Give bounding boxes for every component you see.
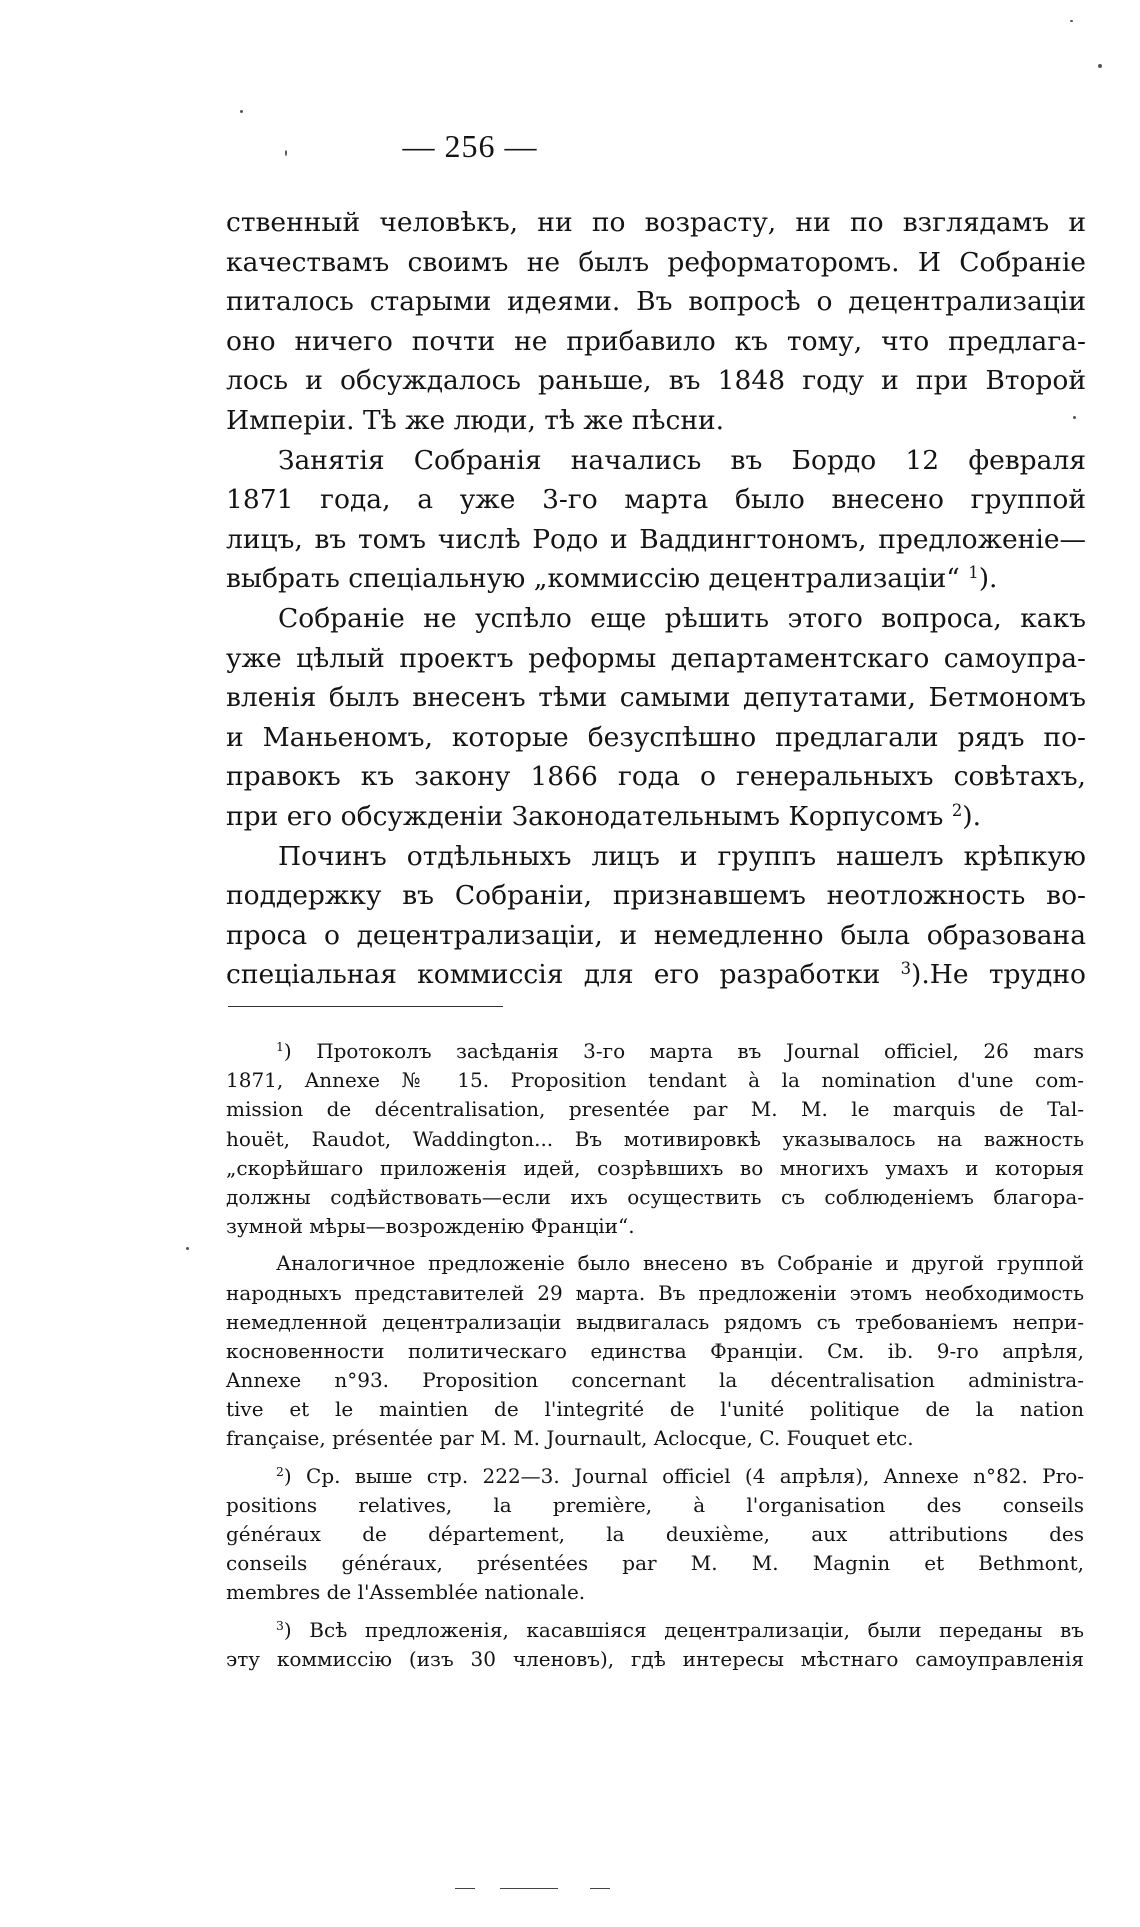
text-line: и Маньеномъ, которые безуспѣшно предлагали рядъ по- — [226, 721, 1086, 753]
footnote-text: Ср. выше стр. 222—3. Journal officiel (4 апрѣля), Annexe n°82. Pro- — [306, 1463, 1084, 1488]
footnote-line: 1871, Annexe № 15. Proposition tendant à la nomination d'une com- — [226, 1068, 1084, 1093]
footnote-ref-3: 3 — [900, 959, 912, 979]
text-line: Починъ отдѣльныхъ лицъ и группъ нашелъ крѣпкую — [278, 840, 1086, 872]
text-line: лось и обсуждалось раньше, въ 1848 году и при Второй — [226, 365, 1086, 397]
footnote-line — [226, 1037, 1084, 1066]
footnote-text: Всѣ предложенія, касавшіяся децентрализаціи, были переданы въ — [309, 1617, 1085, 1642]
footnote-line: народныхъ представителей 29 марта. Въ предложеніи этомъ необходимость — [226, 1280, 1084, 1305]
text-fragment: выбрать спеціальную „коммиссію децентрализаціи“ — [226, 563, 960, 595]
footnote-line: косновенности политическаго единства Франціи. См. ib. 9-го апрѣля, — [226, 1338, 1084, 1363]
text-line: ственный человѣкъ, ни по возрасту, ни по взглядамъ и — [226, 207, 1086, 238]
footnote-marker-1: 1 — [276, 1039, 284, 1055]
footnote-ref-2: 2 — [951, 800, 963, 820]
footnote-line: немедленной децентрализаціи выдвигалась рядомъ съ требованіемъ непри- — [226, 1309, 1084, 1334]
text-line: Занятія Собранія начались въ Бордо 12 февраля — [278, 444, 1086, 476]
closing-mark: ). — [978, 563, 998, 595]
page-number: — 256 — — [402, 128, 538, 164]
text-line: уже цѣлый проектъ реформы департаментскаго самоупра- — [226, 642, 1086, 674]
text-line: вленія былъ внесенъ тѣми самыми депутатами, Бетмономъ — [226, 682, 1086, 714]
footnote-paren: ) — [283, 1617, 292, 1642]
closing-paren: ) — [911, 959, 922, 991]
footnote-line: Annexe n°93. Proposition concernant la décentralisation administra- — [226, 1368, 1084, 1393]
footnote-line: „скорѣйшаго приложенія идей, созрѣвшихъ во многихъ умахъ и которыя — [226, 1155, 1084, 1180]
footnote-line: mission de décentralisation, presentée par M. M. le marquis de Tal- — [226, 1097, 1084, 1122]
footnotes — [226, 1037, 1084, 1674]
footnote-separator — [228, 1006, 503, 1007]
footnote-paren: ) — [283, 1463, 292, 1488]
text-line: качествамъ своимъ не былъ реформаторомъ. И Собраніе — [226, 246, 1086, 278]
footnote-ref-1: 1 — [968, 563, 979, 583]
footnote-line — [226, 1616, 1084, 1645]
text-line — [226, 559, 1086, 599]
footnote-line: généraux de département, la deuxième, aux attributions des — [226, 1522, 1084, 1546]
footnote-line: зумной мѣры—возрожденію Франціи“. — [226, 1214, 635, 1239]
text-line: лицъ, въ томъ числѣ Родо и Ваддингтономъ, предложеніе— — [226, 523, 1086, 555]
footnote-line — [226, 1462, 1084, 1491]
footnote-line: membres de l'Assemblée nationale. — [226, 1580, 586, 1605]
footnote-text: Протоколъ засѣданія 3-го марта въ Journal officiel, 26 mars — [316, 1039, 1084, 1063]
text-line: Имперіи. Тѣ же люди, тѣ же пѣсни. — [226, 404, 725, 436]
text-fragment: при его обсужденіи Законодательнымъ Корпусомъ — [226, 800, 944, 832]
main-text — [226, 203, 1086, 995]
text-line: проса о децентрализаціи, и немедленно была образована — [226, 919, 1086, 951]
footnote-line: эту коммиссію (изъ 30 членовъ), гдѣ интересы мѣстнаго самоуправленія — [226, 1646, 1084, 1671]
text-line: оно ничего почти не прибавило къ тому, что предлага- — [226, 325, 1086, 357]
text-line: 1871 года, а уже 3-го марта было внесено группой — [226, 484, 1086, 516]
footnote-marker-3: 3 — [276, 1617, 284, 1633]
closing-mark: ). — [962, 800, 982, 832]
text-line: спеціальная коммиссія для его разработки $^3$).Не трудно — [226, 959, 1086, 991]
footnote-marker-2: 2 — [276, 1463, 284, 1479]
text-line — [226, 797, 1086, 837]
footnote-line: française, présentée par M. M. Journault, Aclocque, C. Fouquet etc. — [226, 1426, 914, 1451]
text-line: питалось старыми идеями. Въ вопросѣ о децентрализаціи — [226, 286, 1086, 318]
text-line: правокъ къ закону 1866 года о генеральныхъ совѣтахъ, — [226, 761, 1086, 793]
footnote-line: houët, Raudot, Waddington... Въ мотивировкѣ указывалось на важность — [226, 1126, 1084, 1151]
text-line: поддержку въ Собраніи, признавшемъ неотложность во- — [226, 880, 1086, 912]
text-line: Собраніе не успѣло еще рѣшить этого вопроса, какъ — [278, 602, 1086, 634]
footnote-line: Аналогичное предложеніе было внесено въ Собраніе и другой группой — [276, 1251, 1084, 1276]
footnote-line: должны содѣйствовать—если ихъ осуществить съ соблюденіемъ благора- — [226, 1184, 1084, 1209]
text-fragment: спеціальная коммиссія для его разработки — [226, 959, 881, 991]
footnote-line: positions relatives, la première, à l'organisation des conseils — [226, 1492, 1084, 1517]
footnote-line: tive et le maintien de l'integrité de l'unité politique de la nation — [226, 1397, 1084, 1422]
footnote-paren: ) — [283, 1039, 292, 1063]
text-fragment: Не трудно — [929, 959, 1086, 991]
footnote-line: conseils généraux, présentées par M. M. Magnin et Bethmont, — [226, 1551, 1084, 1576]
